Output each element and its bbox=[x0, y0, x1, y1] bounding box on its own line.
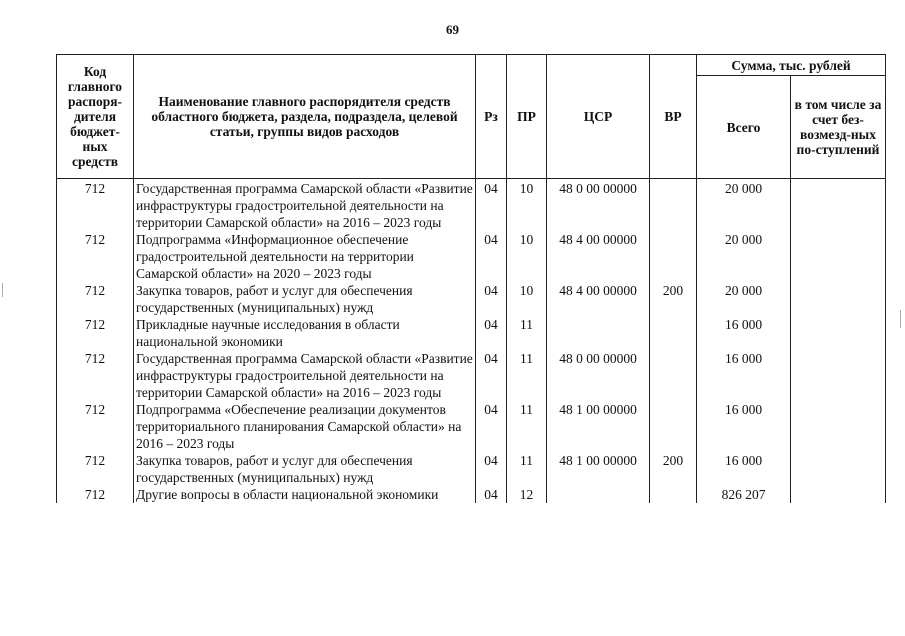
cell-name: Государственная программа Самарской области «Развитие инфраструктуры градостроительной деятельности на территории Самарской области» на 2016 – 2023 годы bbox=[134, 350, 476, 401]
header-name: Наименование главного распорядителя средств областного бюджета, раздела, подраздела, целевой статьи, группы видов расходов bbox=[134, 55, 476, 179]
table-row bbox=[57, 231, 886, 282]
cell-csr: 48 1 00 00000 bbox=[547, 401, 650, 452]
cell-vr bbox=[650, 401, 697, 452]
cell-code: 712 bbox=[57, 282, 134, 316]
cell-grant bbox=[791, 179, 886, 232]
cell-name: Другие вопросы в области национальной экономики bbox=[134, 486, 476, 503]
cell-grant bbox=[791, 231, 886, 282]
page-number: 69 bbox=[446, 22, 459, 37]
cell-vr bbox=[650, 316, 697, 350]
cell-csr: 48 1 00 00000 bbox=[547, 452, 650, 486]
cell-name: Закупка товаров, работ и услуг для обеспечения государственных (муниципальных) нужд bbox=[134, 452, 476, 486]
cell-total: 20 000 bbox=[697, 231, 791, 282]
scan-artifact bbox=[900, 310, 901, 328]
header-sum-group: Сумма, тыс. рублей bbox=[697, 55, 886, 76]
cell-pr: 11 bbox=[507, 350, 547, 401]
cell-pr: 11 bbox=[507, 401, 547, 452]
cell-csr: 48 0 00 00000 bbox=[547, 179, 650, 232]
cell-name: Закупка товаров, работ и услуг для обеспечения государственных (муниципальных) нужд bbox=[134, 282, 476, 316]
table-row bbox=[57, 401, 886, 452]
budget-table bbox=[56, 54, 886, 503]
cell-pr: 10 bbox=[507, 231, 547, 282]
cell-rz: 04 bbox=[476, 350, 507, 401]
cell-rz: 04 bbox=[476, 282, 507, 316]
table-body bbox=[57, 179, 886, 504]
cell-pr: 11 bbox=[507, 452, 547, 486]
header-total: Всего bbox=[697, 76, 791, 179]
table-row bbox=[57, 316, 886, 350]
table-row bbox=[57, 452, 886, 486]
cell-vr: 200 bbox=[650, 282, 697, 316]
cell-rz: 04 bbox=[476, 179, 507, 232]
cell-grant bbox=[791, 486, 886, 503]
cell-csr: 48 0 00 00000 bbox=[547, 350, 650, 401]
cell-rz: 04 bbox=[476, 316, 507, 350]
header-vr: ВР bbox=[650, 55, 697, 179]
cell-rz: 04 bbox=[476, 452, 507, 486]
scan-artifact bbox=[2, 283, 3, 297]
cell-total: 16 000 bbox=[697, 350, 791, 401]
table-row bbox=[57, 282, 886, 316]
cell-total: 16 000 bbox=[697, 401, 791, 452]
table-row bbox=[57, 179, 886, 232]
cell-vr: 200 bbox=[650, 452, 697, 486]
cell-code: 712 bbox=[57, 452, 134, 486]
header-code: Код главного распоря-дителя бюджет-ных средств bbox=[57, 55, 134, 179]
cell-csr: 48 4 00 00000 bbox=[547, 231, 650, 282]
cell-vr bbox=[650, 486, 697, 503]
cell-name: Подпрограмма «Информационное обеспечение градостроительной деятельности на территории Самарской области» на 2020 – 2023 годы bbox=[134, 231, 476, 282]
cell-vr bbox=[650, 179, 697, 232]
cell-grant bbox=[791, 282, 886, 316]
cell-total: 16 000 bbox=[697, 452, 791, 486]
cell-name: Подпрограмма «Обеспечение реализации документов территориального планирования Самарской области» на 2016 – 2023 годы bbox=[134, 401, 476, 452]
cell-rz: 04 bbox=[476, 401, 507, 452]
table-header bbox=[57, 55, 886, 179]
cell-csr: 48 4 00 00000 bbox=[547, 282, 650, 316]
header-rz: Рз bbox=[476, 55, 507, 179]
cell-code: 712 bbox=[57, 486, 134, 503]
cell-code: 712 bbox=[57, 231, 134, 282]
cell-name: Прикладные научные исследования в области национальной экономики bbox=[134, 316, 476, 350]
cell-grant bbox=[791, 350, 886, 401]
cell-total: 826 207 bbox=[697, 486, 791, 503]
cell-csr bbox=[547, 486, 650, 503]
cell-total: 20 000 bbox=[697, 179, 791, 232]
cell-name: Государственная программа Самарской области «Развитие инфраструктуры градостроительной деятельности на территории Самарской области» на 2016 – 2023 годы bbox=[134, 179, 476, 232]
cell-vr bbox=[650, 231, 697, 282]
cell-vr bbox=[650, 350, 697, 401]
header-pr: ПР bbox=[507, 55, 547, 179]
cell-code: 712 bbox=[57, 350, 134, 401]
header-csr: ЦСР bbox=[547, 55, 650, 179]
cell-code: 712 bbox=[57, 179, 134, 232]
cell-grant bbox=[791, 316, 886, 350]
cell-pr: 11 bbox=[507, 316, 547, 350]
cell-grant bbox=[791, 401, 886, 452]
cell-code: 712 bbox=[57, 401, 134, 452]
cell-total: 16 000 bbox=[697, 316, 791, 350]
cell-pr: 12 bbox=[507, 486, 547, 503]
cell-code: 712 bbox=[57, 316, 134, 350]
cell-total: 20 000 bbox=[697, 282, 791, 316]
cell-pr: 10 bbox=[507, 282, 547, 316]
table-row bbox=[57, 350, 886, 401]
cell-grant bbox=[791, 452, 886, 486]
cell-rz: 04 bbox=[476, 231, 507, 282]
cell-pr: 10 bbox=[507, 179, 547, 232]
cell-csr bbox=[547, 316, 650, 350]
cell-rz: 04 bbox=[476, 486, 507, 503]
header-grant: в том числе за счет без-возмезд-ных по-ступлений bbox=[791, 76, 886, 179]
table-row bbox=[57, 486, 886, 503]
